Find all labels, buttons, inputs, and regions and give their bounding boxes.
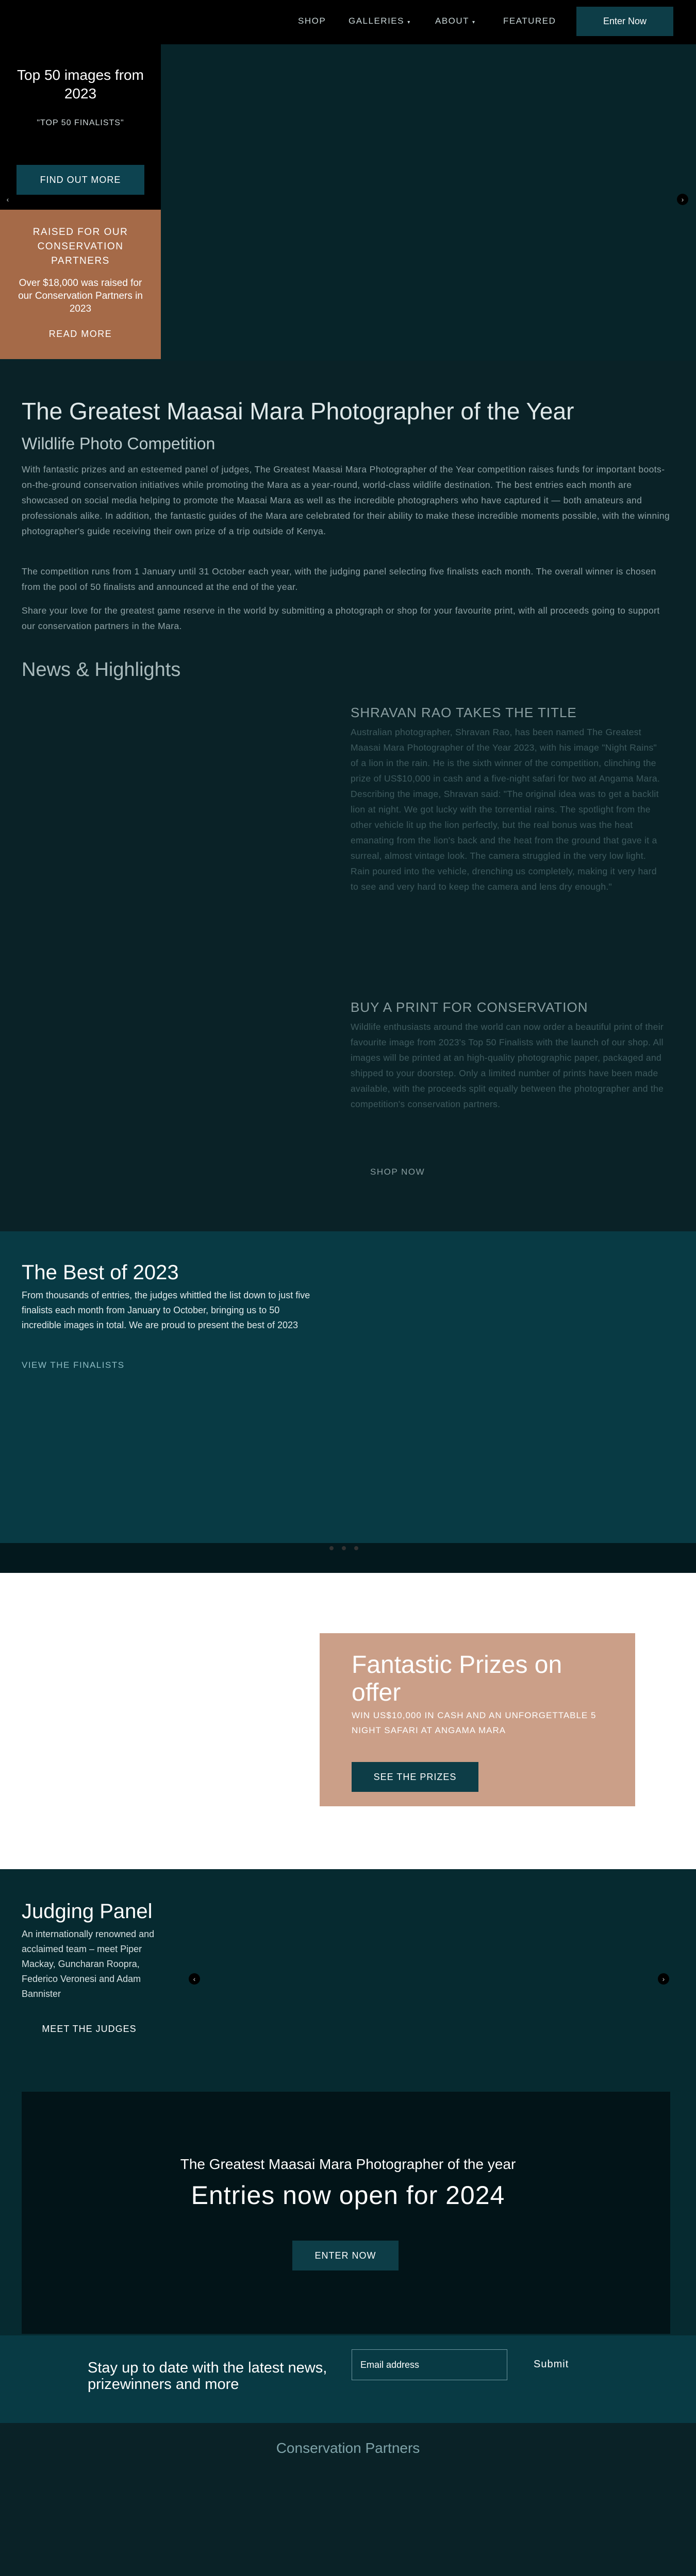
carousel-dots <box>0 1543 696 1573</box>
slider-prev-icon[interactable]: ‹ <box>2 194 13 205</box>
chevron-down-icon: ▾ <box>472 20 476 25</box>
judges-next-icon[interactable]: › <box>658 1973 669 1985</box>
page-subtitle: Wildlife Photo Competition <box>22 434 216 453</box>
email-field[interactable]: Email address <box>352 2349 507 2380</box>
page-title: The Greatest Maasai Mara Photographer of the Year <box>22 398 574 425</box>
partners-title: Conservation Partners <box>276 2440 420 2456</box>
newsletter-text: Stay up to date with the latest news, prizewinners and more <box>88 2360 327 2393</box>
nav-galleries[interactable]: GALLERIES ▾ <box>349 16 411 26</box>
slider-next-icon[interactable]: › <box>677 194 688 205</box>
news-section-title: News & Highlights <box>22 659 181 681</box>
entries-title: Entries now open for 2024 <box>191 2181 505 2210</box>
entries-subtitle: The Greatest Maasai Mara Photographer of the year <box>180 2156 516 2172</box>
carousel-dot[interactable] <box>329 1546 334 1550</box>
chevron-down-icon: ▾ <box>407 20 411 25</box>
meet-judges-button[interactable]: MEET THE JUDGES <box>42 2023 137 2034</box>
intro-paragraph-3: Share your love for the greatest game reserve in the world by submitting a photograph or shop for your favourite print, with all proceeds going to support our conservation partners in the Mara. <box>22 605 660 631</box>
carousel-dot[interactable] <box>342 1546 346 1550</box>
best-of-text: From thousands of entries, the judges whittled the list down to just five finalists each month from January to October, bringing us to 50 incredible images in total. We are proud to present the best of 2023 <box>22 1290 310 1330</box>
prizes-text: WIN US$10,000 IN CASH AND AN UNFORGETTABLE 5 NIGHT SAFARI AT ANGAMA MARA <box>352 1710 596 1735</box>
raised-text: Over $18,000 was raised for our Conservation Partners in 2023 <box>18 278 143 314</box>
enter-now-banner-button[interactable]: ENTER NOW <box>292 2241 399 2270</box>
nav-about[interactable]: ABOUT ▾ <box>435 16 476 26</box>
view-finalists-link[interactable]: VIEW THE FINALISTS <box>22 1360 125 1370</box>
judges-title: Judging Panel <box>22 1900 153 1923</box>
intro-paragraph-2: The competition runs from 1 January until 31 October each year, with the judging panel selecting five finalists each month. The overall winner is chosen from the pool of 50 finalists and announced at the end of the year. <box>22 566 656 592</box>
see-prizes-button[interactable]: SEE THE PRIZES <box>352 1762 478 1792</box>
prizes-title: Fantastic Prizes on offer <box>352 1651 562 1706</box>
judges-text: An internationally renowned and acclaimed team – meet Piper Mackay, Guncharan Roopra, Federico Veronesi and Adam Bannister <box>22 1929 155 1999</box>
read-more-link[interactable]: READ MORE <box>48 329 112 339</box>
nav-shop[interactable]: SHOP <box>298 16 326 26</box>
top50-subtitle: "TOP 50 FINALISTS" <box>37 118 124 127</box>
best-of-title: The Best of 2023 <box>22 1261 179 1284</box>
submit-button[interactable]: Submit <box>534 2359 569 2370</box>
judges-prev-icon[interactable]: ‹ <box>189 1973 200 1985</box>
nav-featured[interactable]: FEATURED <box>503 16 556 26</box>
carousel-dot[interactable] <box>354 1546 358 1550</box>
enter-now-button[interactable]: Enter Now <box>576 7 673 36</box>
shop-now-link[interactable]: SHOP NOW <box>370 1167 425 1177</box>
news-item-text: Wildlife enthusiasts around the world can now order a beautiful print of their favourite image from 2023's Top 50 Finalists with the launch of our shop. All images will be printed at an high-quality photographic paper, packaged and shipped to your doorstep. Only a limited number of prints have been made available, with the proceeds split equally between the photographer and the competition's conservation partners. <box>351 1022 664 1109</box>
news-item-title[interactable]: SHRAVAN RAO TAKES THE TITLE <box>351 705 577 720</box>
raised-card <box>0 210 161 359</box>
raised-title: RAISED FOR OUR CONSERVATION PARTNERS <box>32 227 128 266</box>
find-out-more-button[interactable]: FIND OUT MORE <box>16 165 144 195</box>
entries-banner <box>22 2092 670 2334</box>
intro-paragraph-1: With fantastic prizes and an esteemed panel of judges, The Greatest Maasai Mara Photographer of the Year competition raises funds for important boots-on-the-ground conservation initiatives while promoting the Mara as a year-round, world-class wildlife destination. The best entries each month are showcased on social media helping to promote the Maasai Mara as well as the incredible photographers who have captured it — both amateurs and professionals alike. In addition, the fantastic guides of the Mara are celebrated for their ability to make these incredible moments possible, with the winning photographer's guide receiving their own prize of a trip outside of Kenya. <box>22 464 670 536</box>
news-item-title[interactable]: BUY A PRINT FOR CONSERVATION <box>351 999 588 1015</box>
news-item-text: Australian photographer, Shravan Rao, has been named The Greatest Maasai Mara Photographer of the Year 2023, with his image "Night Rains" of a lion in the rain. He is the sixth winner of the competition, clinching the prize of US$10,000 in cash and a five-night safari for two at Angama Mara. Describing the image, Shravan said: "The original idea was to get a backlit lion at night. We got lucky with the torrential rains. The spotlight from the other vehicle lit up the lion perfectly, but the real bonus was the heat emanating from the lion's back and the heat from the ground that gave it a surreal, almost vintage look. The camera struggled in the very low light. Rain poured into the vehicle, drenching us completely, making it very hard to see and very hard to keep the camera and lens dry enough." <box>351 727 660 892</box>
top50-title: Top 50 images from 2023 <box>17 67 144 101</box>
